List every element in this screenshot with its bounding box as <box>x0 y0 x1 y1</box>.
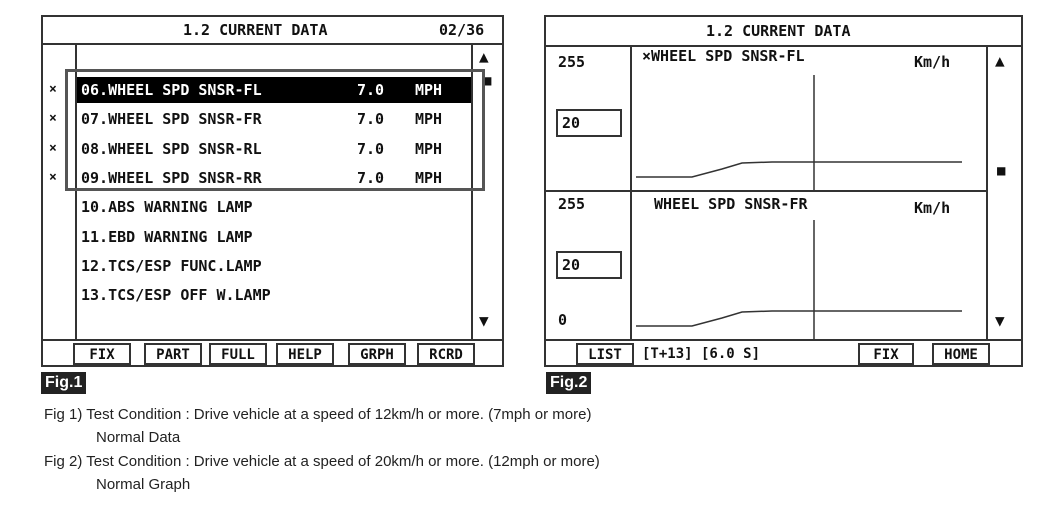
fig1-screen <box>41 15 504 367</box>
fig1-title: 1.2 CURRENT DATA <box>183 21 328 39</box>
fig2-bottom-divider <box>546 339 1021 341</box>
row-unit: MPH <box>415 81 443 99</box>
caption-fig1-result: Normal Data <box>96 429 181 446</box>
fix-button[interactable]: FIX <box>73 343 131 365</box>
row-unit: MPH <box>415 139 443 158</box>
graph-fix-button[interactable]: FIX <box>858 343 914 365</box>
row-value: 7.0 <box>357 81 385 99</box>
scroll-down-button[interactable]: ▼ <box>479 311 489 330</box>
fig2-title: 1.2 CURRENT DATA <box>706 22 851 40</box>
fig1-bottom-divider <box>43 339 502 341</box>
data-list-row[interactable] <box>77 253 471 279</box>
fig2-title-bar <box>546 17 1021 47</box>
help-button[interactable]: HELP <box>276 343 334 365</box>
data-list-row[interactable] <box>77 224 471 250</box>
graph1-current-value: 20 <box>556 109 622 137</box>
graph-scroll-down-button[interactable]: ▼ <box>995 311 1005 330</box>
graph2-unit: Km/h <box>914 199 951 217</box>
row-parameter-name: 13.TCS/ESP OFF W.LAMP <box>81 286 271 305</box>
row-value: 7.0 <box>357 139 385 158</box>
graph2-min-label: 0 <box>558 311 568 329</box>
row-parameter-name: 12.TCS/ESP FUNC.LAMP <box>81 256 262 275</box>
row-parameter-name: 07.WHEEL SPD SNSR-FR <box>81 110 262 129</box>
caption-fig2-condition: Fig 2) Test Condition : Drive vehicle at a speed of 20km/h or more. (12mph or more) <box>44 453 600 470</box>
graph1-plot <box>632 45 986 190</box>
fig2-screen <box>544 15 1023 367</box>
part-button[interactable]: PART <box>144 343 202 365</box>
caption-fig2-result: Normal Graph <box>96 476 191 493</box>
graph1-title: ×WHEEL SPD SNSR-FL <box>642 47 805 65</box>
graph1-series <box>636 162 962 177</box>
row-parameter-name: 06.WHEEL SPD SNSR-FL <box>81 81 262 99</box>
row-marker: × <box>49 82 57 97</box>
list-button[interactable]: LIST <box>576 343 634 365</box>
row-value: 7.0 <box>357 110 385 129</box>
home-button[interactable]: HOME <box>932 343 990 365</box>
fig2-label: Fig.2 <box>546 372 591 394</box>
graph1-unit: Km/h <box>914 53 951 71</box>
graph2-title: WHEEL SPD SNSR-FR <box>654 195 808 213</box>
rcrd-button[interactable]: RCRD <box>417 343 475 365</box>
row-parameter-name: 08.WHEEL SPD SNSR-RL <box>81 139 262 158</box>
highlight-frame <box>65 69 485 191</box>
full-button[interactable]: FULL <box>209 343 267 365</box>
fig1-title-bar <box>43 17 502 45</box>
caption-fig1-condition: Fig 1) Test Condition : Drive vehicle at a speed of 12km/h or more. (7mph or more) <box>44 406 592 423</box>
row-value: 7.0 <box>357 168 385 187</box>
graph-scroll-thumb[interactable]: ■ <box>997 163 1006 179</box>
fig1-label: Fig.1 <box>41 372 86 394</box>
graph2-max-label: 255 <box>558 195 586 213</box>
row-unit: MPH <box>415 110 443 129</box>
data-list-row[interactable] <box>77 282 471 308</box>
row-parameter-name: 10.ABS WARNING LAMP <box>81 198 253 217</box>
graph2-current-value: 20 <box>556 251 622 279</box>
graph2-series <box>636 311 962 326</box>
scroll-up-button[interactable]: ▲ <box>479 47 489 66</box>
graph2-plot <box>632 192 986 339</box>
row-marker: × <box>49 140 57 156</box>
scroll-thumb[interactable]: ■ <box>483 73 492 89</box>
graph1-max-label: 255 <box>558 53 586 71</box>
row-marker: × <box>49 169 57 185</box>
row-marker: × <box>49 111 57 127</box>
data-list-row[interactable] <box>77 194 471 220</box>
row-parameter-name: 11.EBD WARNING LAMP <box>81 227 253 246</box>
row-unit: MPH <box>415 168 443 187</box>
graph-scroll-up-button[interactable]: ▲ <box>995 51 1005 70</box>
row-parameter-name: 09.WHEEL SPD SNSR-RR <box>81 168 262 187</box>
time-readout: [T+13] [6.0 S] <box>642 346 761 362</box>
fig2-scroll-divider <box>986 45 988 339</box>
fig1-page-indicator: 02/36 <box>439 21 485 39</box>
grph-button[interactable]: GRPH <box>348 343 406 365</box>
